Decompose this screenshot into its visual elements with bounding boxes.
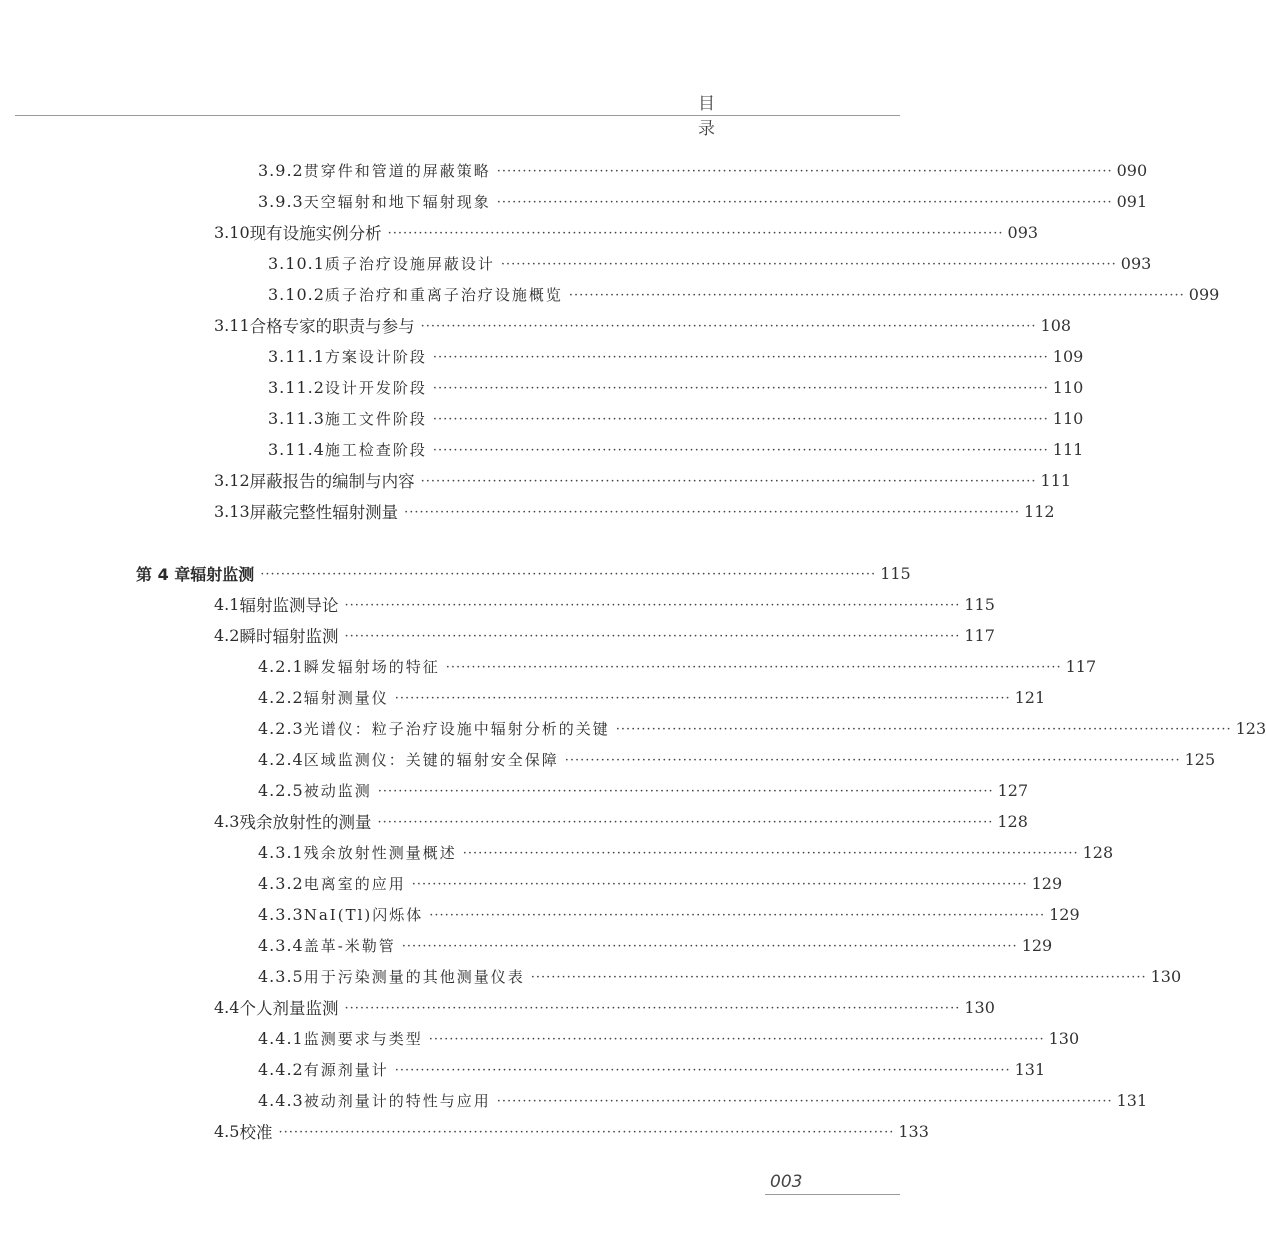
toc-entry-number: 3.11.1 xyxy=(268,346,325,366)
dot-leader: ························································································································ xyxy=(432,411,1049,427)
toc-entry[interactable] xyxy=(258,775,1029,805)
toc-entry-number: 3.9.3 xyxy=(258,191,304,211)
dot-leader: ························································································································ xyxy=(420,318,1037,334)
toc-entry[interactable] xyxy=(258,744,1216,774)
page-number: 003 xyxy=(770,1172,803,1192)
toc-entry-page: 111 xyxy=(1040,470,1072,490)
toc-entry-number: 4.3.5 xyxy=(258,966,304,986)
dot-leader: ························································································································ xyxy=(432,380,1049,396)
dot-leader: ························································································································ xyxy=(496,1093,1113,1109)
dot-leader: ························································································································ xyxy=(387,225,1004,241)
toc-entry[interactable] xyxy=(214,496,1055,526)
toc-entry-page: 123 xyxy=(1235,718,1266,738)
toc-entry-number: 4.2.2 xyxy=(258,687,304,707)
toc-entry-title: 监测要求与类型 xyxy=(303,1029,423,1048)
toc-entry-page: 091 xyxy=(1116,191,1148,211)
footer-divider xyxy=(765,1194,900,1195)
toc-entry[interactable] xyxy=(268,372,1084,402)
toc-entry-number: 4.4.3 xyxy=(258,1090,304,1110)
toc-entry[interactable] xyxy=(258,1054,1046,1084)
toc-entry[interactable] xyxy=(268,341,1084,371)
dot-leader: ························································································································ xyxy=(344,597,961,613)
toc-entry-title: 贯穿件和管道的屏蔽策略 xyxy=(303,161,491,180)
toc-entry[interactable] xyxy=(268,279,1220,309)
dot-leader: ························································································································ xyxy=(394,1062,1011,1078)
toc-entry-page: 130 xyxy=(1150,966,1182,986)
dot-leader: ························································································································ xyxy=(496,163,1113,179)
toc-entry-title: 方案设计阶段 xyxy=(324,347,427,366)
dot-leader: ························································································································ xyxy=(432,442,1049,458)
toc-entry-title: 个人剂量监测 xyxy=(239,999,339,1018)
toc-entry-title: 辐射监测导论 xyxy=(239,596,339,615)
toc-entry-number: 3.13 xyxy=(214,501,250,521)
toc-entry-title: 屏蔽报告的编制与内容 xyxy=(249,472,415,491)
toc-entry-page: 099 xyxy=(1188,284,1220,304)
toc-entry-title: 被动剂量计的特性与应用 xyxy=(303,1091,491,1110)
dot-leader: ························································································································ xyxy=(615,721,1232,737)
toc-entry[interactable] xyxy=(268,248,1152,278)
toc-entry-number: 3.10 xyxy=(214,222,250,242)
toc-entry-page: 117 xyxy=(1065,656,1097,676)
dot-leader: ························································································································ xyxy=(432,349,1049,365)
toc-entry-page: 093 xyxy=(1007,222,1039,242)
toc-entry-number: 4.2.1 xyxy=(258,656,304,676)
toc-entry[interactable] xyxy=(214,465,1072,495)
dot-leader: ························································································································ xyxy=(445,659,1062,675)
toc-entry-title: 质子治疗设施屏蔽设计 xyxy=(324,254,495,273)
toc-entry-number: 3.11.3 xyxy=(268,408,325,428)
toc-entry[interactable] xyxy=(258,682,1046,712)
toc-entry-title: 质子治疗和重离子治疗设施概览 xyxy=(324,285,563,304)
toc-entry[interactable] xyxy=(258,651,1097,681)
toc-entry[interactable] xyxy=(136,558,911,588)
toc-entry-title: 天空辐射和地下辐射现象 xyxy=(303,192,491,211)
dot-leader: ························································································································ xyxy=(260,566,877,582)
dot-leader: ························································································································ xyxy=(530,969,1147,985)
toc-entry-title: 残余放射性测量概述 xyxy=(303,843,457,862)
toc-entry-page: 130 xyxy=(1048,1028,1080,1048)
toc-entry[interactable] xyxy=(268,434,1084,464)
toc-entry-page: 117 xyxy=(964,625,995,645)
toc-entry[interactable] xyxy=(258,837,1114,867)
toc-entry-number: 4.1 xyxy=(214,594,240,614)
toc-entry-page: 111 xyxy=(1052,439,1084,459)
toc-entry[interactable] xyxy=(214,620,995,650)
toc-entry[interactable] xyxy=(258,961,1182,991)
toc-entry-number: 4.5 xyxy=(214,1121,240,1141)
toc-entry-page: 127 xyxy=(997,780,1029,800)
dot-leader: ························································································································ xyxy=(377,783,994,799)
toc-entry-page: 108 xyxy=(1040,315,1072,335)
toc-entry-page: 125 xyxy=(1184,749,1216,769)
toc-entry-page: 129 xyxy=(1049,904,1080,924)
dot-leader: ························································································································ xyxy=(377,814,994,830)
toc-entry-number: 4.2 xyxy=(214,625,240,645)
toc-entry-title: 有源剂量计 xyxy=(303,1060,389,1079)
toc-entry-title: 被动监测 xyxy=(303,781,372,800)
toc-entry[interactable] xyxy=(258,868,1063,898)
dot-leader: ························································································································ xyxy=(568,287,1185,303)
toc-entry-page: 133 xyxy=(898,1121,929,1141)
toc-entry[interactable] xyxy=(258,1023,1080,1053)
toc-entry-number: 4.3.1 xyxy=(258,842,304,862)
dot-leader: ························································································································ xyxy=(278,1124,895,1140)
toc-entry-title: NaI(Tl)闪烁体 xyxy=(303,905,424,924)
toc-entry-page: 115 xyxy=(880,563,911,583)
dot-leader: ························································································································ xyxy=(420,473,1037,489)
toc-entry-title: 合格专家的职责与参与 xyxy=(249,317,415,336)
toc-entry-page: 130 xyxy=(964,997,995,1017)
toc-entry-title: 施工文件阶段 xyxy=(324,409,427,428)
toc-entry-number: 3.11.2 xyxy=(268,377,325,397)
toc-entry-title: 光谱仪：粒子治疗设施中辐射分析的关键 xyxy=(303,719,610,738)
toc-entry-page: 110 xyxy=(1052,377,1084,397)
toc-entry[interactable] xyxy=(258,713,1266,743)
toc-entry-number: 3.11 xyxy=(214,315,250,335)
toc-entry-number: 3.11.4 xyxy=(268,439,325,459)
toc-entry[interactable] xyxy=(214,589,995,619)
toc-entry[interactable] xyxy=(258,930,1053,960)
toc-entry-page: 110 xyxy=(1052,408,1084,428)
dot-leader: ························································································································ xyxy=(500,256,1117,272)
dot-leader: ························································································································ xyxy=(394,690,1011,706)
toc-entry-number: 4.2.5 xyxy=(258,780,304,800)
toc-entry-number: 3.12 xyxy=(214,470,250,490)
toc-entry[interactable] xyxy=(258,1085,1148,1115)
toc-entry-number: 4.4 xyxy=(214,997,240,1017)
toc-entry-number: 4.2.4 xyxy=(258,749,304,769)
toc-entry-title: 辐射监测 xyxy=(190,564,255,584)
dot-leader: ························································································································ xyxy=(496,194,1113,210)
toc-entry-title: 瞬发辐射场的特征 xyxy=(303,657,440,676)
toc-entry[interactable] xyxy=(258,186,1148,216)
toc-entry-number: 4.3.3 xyxy=(258,904,304,924)
toc-entry-page: 129 xyxy=(1031,873,1063,893)
header-divider xyxy=(15,115,900,116)
dot-leader: ························································································································ xyxy=(462,845,1079,861)
toc-entry[interactable] xyxy=(214,217,1039,247)
toc-entry-title: 辐射测量仪 xyxy=(303,688,389,707)
toc-entry-page: 121 xyxy=(1014,687,1046,707)
dot-leader: ························································································································ xyxy=(344,628,961,644)
dot-leader: ························································································································ xyxy=(564,752,1181,768)
toc-entry-title: 用于污染测量的其他测量仪表 xyxy=(303,967,525,986)
toc-entry-page: 090 xyxy=(1116,160,1148,180)
toc-entry-page: 112 xyxy=(1024,501,1055,521)
dot-leader: ························································································································ xyxy=(404,504,1021,520)
toc-entry-page: 128 xyxy=(1082,842,1114,862)
dot-leader: ························································································································ xyxy=(401,938,1018,954)
toc-entry-number: 第 4 章 xyxy=(136,564,191,584)
toc-entry-page: 128 xyxy=(997,811,1028,831)
toc-entry-title: 校准 xyxy=(239,1123,273,1142)
dot-leader: ························································································································ xyxy=(428,1031,1045,1047)
toc-entry-number: 3.10.1 xyxy=(268,253,325,273)
toc-entry[interactable] xyxy=(258,155,1148,185)
toc-entry-title: 瞬时辐射监测 xyxy=(239,627,339,646)
toc-entry-title: 区域监测仪：关键的辐射安全保障 xyxy=(303,750,559,769)
toc-entry-number: 4.3.2 xyxy=(258,873,304,893)
toc-entry-number: 4.2.3 xyxy=(258,718,304,738)
toc-entry-title: 残余放射性的测量 xyxy=(239,813,372,832)
toc-entry-page: 131 xyxy=(1014,1059,1046,1079)
toc-entry-page: 115 xyxy=(964,594,995,614)
toc-entry-page: 129 xyxy=(1021,935,1053,955)
toc-entry-title: 电离室的应用 xyxy=(303,874,406,893)
running-header-title: 目 录 xyxy=(698,94,737,139)
dot-leader: ························································································································ xyxy=(411,876,1028,892)
toc-entry-number: 4.4.1 xyxy=(258,1028,304,1048)
dot-leader: ························································································································ xyxy=(429,907,1046,923)
toc-entry-title: 设计开发阶段 xyxy=(324,378,427,397)
dot-leader: ························································································································ xyxy=(344,1000,961,1016)
toc-entry[interactable] xyxy=(268,403,1084,433)
toc-entry-number: 3.9.2 xyxy=(258,160,304,180)
toc-entry[interactable] xyxy=(258,899,1080,929)
toc-entry[interactable] xyxy=(214,992,995,1022)
toc-entry-page: 093 xyxy=(1120,253,1152,273)
toc-entry[interactable] xyxy=(214,310,1072,340)
toc-entry-title: 屏蔽完整性辐射测量 xyxy=(249,503,399,522)
toc-entry-title: 盖革-米勒管 xyxy=(303,936,396,955)
toc-entry[interactable] xyxy=(214,1116,929,1146)
toc-entry-number: 4.3.4 xyxy=(258,935,304,955)
toc-entry-page: 109 xyxy=(1052,346,1084,366)
toc-entry-number: 3.10.2 xyxy=(268,284,325,304)
toc-entry-page: 131 xyxy=(1116,1090,1148,1110)
toc-entry-title: 施工检查阶段 xyxy=(324,440,427,459)
toc-entry-number: 4.3 xyxy=(214,811,240,831)
toc-entry-title: 现有设施实例分析 xyxy=(249,224,382,243)
toc-entry-number: 4.4.2 xyxy=(258,1059,304,1079)
toc-entry[interactable] xyxy=(214,806,1028,836)
